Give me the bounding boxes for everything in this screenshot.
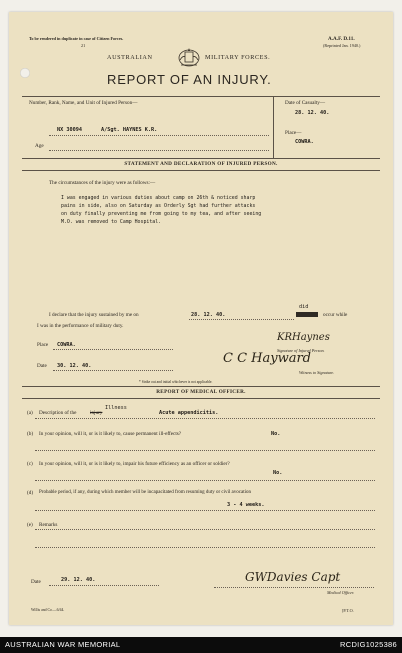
item-c-text: In your opinion, will it, or is it likely to, impair his future efficiency as an officer or soldier?	[39, 461, 230, 467]
signature-label: Signature of Injured Person.	[277, 348, 325, 353]
item-a-letter: (a)	[27, 410, 33, 416]
circumstance-line: I was engaged in various duties about camp on 26th & noticed sharp	[61, 195, 256, 201]
item-c-letter: (c)	[27, 461, 33, 467]
medical-officer-signature: GWDavies Capt	[245, 570, 341, 584]
statement-date-label: Date	[37, 363, 47, 369]
item-e-text: Remarks	[39, 522, 58, 528]
printer-imprint: Willis and Co.—6/44.	[31, 608, 65, 612]
reprint-date: (Reprinted Jan. 1940.)	[323, 43, 361, 48]
statement-heading: STATEMENT AND DECLARATION OF INJURED PERSON.	[124, 161, 278, 167]
witness-label: Witness to Signature.	[299, 370, 335, 375]
org-left: AUSTRALIAN	[107, 54, 153, 61]
item-a-struck: injury	[90, 410, 103, 416]
casualty-place: COWRA.	[295, 139, 314, 145]
item-d-text: Probable period, if any, during which member will be incapacitated from resuming duty or civil avocation	[39, 490, 251, 495]
record-id: RCDIG1025386	[340, 640, 397, 649]
service-number: NX 30094	[57, 127, 82, 133]
circumstance-line: pains in side, also on Saturday as Orderly Sgt had further attacks	[61, 203, 256, 209]
item-b-text: In your opinion, will it, or is it likely to, cause permanent ill-effects?	[39, 431, 182, 437]
medical-officer-label: Medical Officer.	[327, 590, 355, 595]
citizen-forces-note: To be rendered in duplicate in case of Citizen Forces.	[29, 36, 124, 41]
witness-signature: C C Hayward	[223, 351, 312, 366]
margin-mark: 21	[81, 43, 86, 48]
form-code: A.A.F. D.11.	[328, 36, 355, 42]
circumstance-line: on duty finally preventing me from going to my tea, and after seeing	[61, 211, 262, 217]
declaration-prefix: I declare that the injury sustained by me on	[49, 312, 139, 318]
org-right: MILITARY FORCES.	[205, 54, 271, 61]
injured-person-label: Number, Rank, Name, and Unit of Injured Person—	[29, 100, 138, 106]
did-inserted: did	[299, 304, 309, 310]
item-a-text: Description of the	[39, 410, 77, 416]
statement-date: 30. 12. 40.	[57, 363, 92, 369]
strikeout-bar	[296, 312, 318, 317]
medical-date: 29. 12. 40.	[61, 577, 96, 583]
pto-note: [P.T.O.	[342, 608, 354, 613]
casualty-date-label: Date of Casualty—	[285, 100, 326, 106]
statement-place-label: Place	[37, 342, 49, 348]
item-c-answer: No.	[273, 470, 283, 476]
casualty-place-label: Place—	[285, 130, 302, 136]
medical-heading: REPORT OF MEDICAL OFFICER.	[156, 389, 246, 395]
circumstances-text	[61, 194, 261, 226]
form-title: REPORT OF AN INJURY.	[107, 72, 272, 87]
form-page	[9, 12, 393, 625]
punch-hole	[20, 68, 30, 78]
item-a-answer: Acute appendicitis.	[159, 410, 219, 416]
age-label: Age	[35, 143, 44, 149]
archive-name: AUSTRALIAN WAR MEMORIAL	[5, 640, 121, 649]
rank-name: A/Sgt. HAYNES K.R.	[101, 127, 158, 133]
item-b-answer: No.	[271, 431, 281, 437]
circumstance-line: M.O. was removed to Camp Hospital.	[61, 219, 162, 225]
declaration-suffix: occur while	[323, 312, 348, 318]
item-b-letter: (b)	[27, 431, 34, 437]
item-e-letter: (e)	[27, 522, 33, 528]
declaration-line-2: I was in the performance of military duty.	[37, 323, 124, 329]
medical-date-label: Date	[31, 579, 41, 585]
casualty-date: 28. 12. 40.	[295, 110, 330, 116]
injured-person-signature: KRHaynes	[277, 332, 330, 343]
declaration-date: 28. 12. 40.	[191, 312, 226, 318]
coat-of-arms-icon	[177, 46, 201, 68]
item-d-answer: 3 - 4 weeks.	[227, 502, 265, 508]
statement-place: COWRA.	[57, 342, 76, 348]
item-d-letter: (d)	[27, 490, 34, 496]
strike-out-footnote: * Strike out and initial whichever is not applicable.	[139, 380, 213, 384]
archive-footer	[0, 637, 402, 653]
circumstances-label: The circumstances of the injury were as follows:—	[49, 180, 156, 186]
item-a-typed: Illness	[105, 405, 127, 411]
